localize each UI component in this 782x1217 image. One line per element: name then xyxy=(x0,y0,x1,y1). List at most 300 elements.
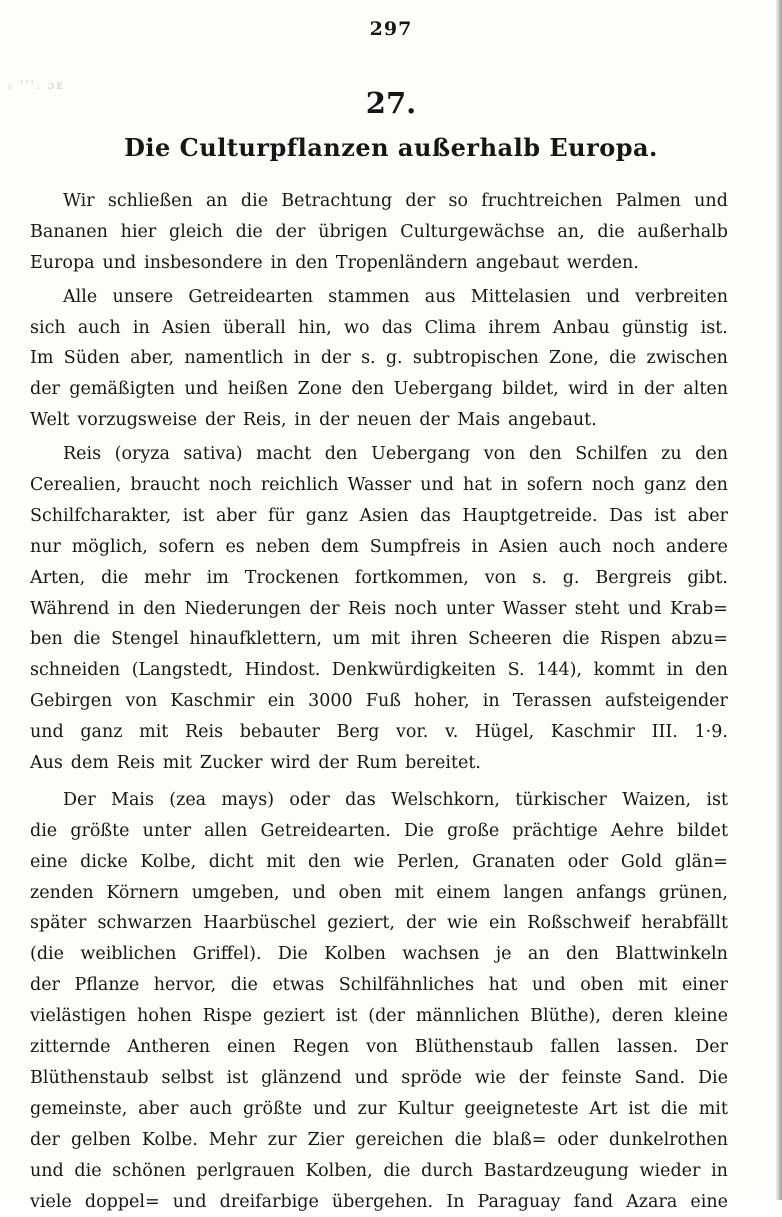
word: wie xyxy=(447,908,478,939)
word: ist xyxy=(628,1094,650,1125)
word: Wasser xyxy=(348,470,412,501)
word: Art xyxy=(589,1094,617,1125)
word: in xyxy=(270,248,287,279)
word: in xyxy=(133,313,150,344)
word: in xyxy=(483,686,500,717)
word: durch xyxy=(421,1156,473,1187)
word: sofern xyxy=(527,470,583,501)
word: Griffel). xyxy=(193,939,262,970)
word: gemäßigten xyxy=(69,374,175,405)
word: das xyxy=(345,785,376,816)
word: später xyxy=(30,908,86,939)
text-line xyxy=(30,374,728,405)
word: der xyxy=(310,594,340,625)
word: dicht xyxy=(209,847,254,878)
word: einen xyxy=(227,1032,276,1063)
word: sich xyxy=(30,313,66,344)
word: viele xyxy=(30,1187,72,1217)
chapter-number: 27. xyxy=(0,86,782,120)
word: ihrem xyxy=(488,313,540,344)
word: eine xyxy=(690,1187,728,1217)
word: Getreidearten xyxy=(188,282,313,313)
word: Gebirgen xyxy=(30,686,112,717)
word: der xyxy=(276,217,306,248)
word: männlichen xyxy=(416,1001,519,1032)
word: anfangs xyxy=(576,878,646,909)
word: wird xyxy=(270,748,310,779)
text-line xyxy=(30,1001,728,1032)
word: vielästigen xyxy=(30,1001,126,1032)
word: namentlich xyxy=(184,343,283,374)
word: dem xyxy=(71,748,109,779)
text-line xyxy=(30,908,728,939)
word: den xyxy=(695,439,728,470)
word: Trockenen xyxy=(245,563,339,594)
word: aber, xyxy=(130,343,174,374)
word: möglich, xyxy=(72,532,148,563)
word: herabfällt xyxy=(641,908,728,939)
word: ein xyxy=(268,686,295,717)
word: Sand. xyxy=(635,1063,685,1094)
word: für xyxy=(268,501,294,532)
word: größte xyxy=(70,816,129,847)
word: (oryza xyxy=(115,439,170,470)
word: Blüthenstaub xyxy=(30,1063,149,1094)
word: Terassen xyxy=(513,686,592,717)
page-number: 297 xyxy=(0,18,782,40)
word: kleine xyxy=(674,1001,728,1032)
word: auch xyxy=(559,532,602,563)
text-line xyxy=(30,1125,728,1156)
word: noch xyxy=(592,470,635,501)
text-line xyxy=(30,1187,728,1217)
word: Clima xyxy=(425,313,477,344)
word: andere xyxy=(666,532,728,563)
word: ihren xyxy=(411,624,458,655)
word: die xyxy=(74,1156,101,1187)
word: neuen xyxy=(357,405,412,436)
word: (der xyxy=(368,1001,405,1032)
word: auch xyxy=(189,1094,232,1125)
word: geziert xyxy=(263,1001,325,1032)
chapter-title: Die Culturpflanzen außerhalb Europa. xyxy=(0,133,782,162)
word: Zucker xyxy=(200,748,263,779)
word: übrigen xyxy=(318,217,387,248)
word: schönen xyxy=(112,1156,186,1187)
word: in xyxy=(711,1156,728,1187)
word: Süden xyxy=(64,343,120,374)
word: einer xyxy=(682,970,728,1001)
word: es xyxy=(225,532,244,563)
word: werden. xyxy=(567,248,639,279)
word: Bastardzeugung xyxy=(484,1156,629,1187)
word: sofern xyxy=(159,532,215,563)
word: g. xyxy=(386,343,403,374)
word: in xyxy=(501,470,518,501)
word: Blattwinkeln xyxy=(615,939,728,970)
word: den xyxy=(566,939,599,970)
word: und xyxy=(185,374,219,405)
word: ben xyxy=(30,624,63,655)
word: Pflanze xyxy=(74,970,139,1001)
word: Körnern xyxy=(106,878,179,909)
word: ein xyxy=(489,908,516,939)
word: Blüthe), xyxy=(530,1001,601,1032)
text-line xyxy=(30,439,728,470)
word: wo xyxy=(344,313,370,344)
text-line xyxy=(30,1094,728,1125)
word: Niederungen xyxy=(185,594,302,625)
text-line xyxy=(30,1063,728,1094)
word: glänzend xyxy=(261,1063,342,1094)
word: die xyxy=(609,343,636,374)
word: vorzugsweise xyxy=(77,405,197,436)
text-line xyxy=(30,624,728,655)
word: prächtige xyxy=(512,816,597,847)
word: Kolbe, xyxy=(140,847,196,878)
word: Schilfen xyxy=(575,439,647,470)
word: die xyxy=(241,186,268,217)
word: mit xyxy=(699,1094,728,1125)
word: auch xyxy=(78,313,121,344)
word: die xyxy=(383,1156,410,1187)
text-line xyxy=(30,594,728,625)
word: S. xyxy=(508,655,525,686)
text-line xyxy=(30,878,728,909)
word: 3000 xyxy=(308,686,353,717)
word: Berg xyxy=(337,717,380,748)
text-line xyxy=(30,655,728,686)
word: die xyxy=(562,624,589,655)
word: Fuß xyxy=(366,686,401,717)
word: von xyxy=(484,439,516,470)
word: günstig xyxy=(622,313,689,344)
word: und xyxy=(628,594,662,625)
word: Regen xyxy=(293,1032,349,1063)
word: hohen xyxy=(137,1001,192,1032)
word: Wir xyxy=(63,186,95,217)
word: schwarzen xyxy=(97,908,192,939)
word: oder xyxy=(568,847,608,878)
word: allen xyxy=(204,816,247,847)
word: einem xyxy=(436,878,490,909)
text-line xyxy=(30,1032,728,1063)
word: Aus xyxy=(30,748,63,779)
word: Rispen xyxy=(600,624,661,655)
word: ist xyxy=(654,501,676,532)
word: deren xyxy=(612,1001,664,1032)
word: hoher, xyxy=(414,686,469,717)
word: unsere xyxy=(112,282,173,313)
word: in xyxy=(667,655,684,686)
word: steht xyxy=(575,594,620,625)
word: zitternde xyxy=(30,1032,110,1063)
word: aus xyxy=(425,282,456,313)
word: ist xyxy=(336,1001,358,1032)
word: Stengel xyxy=(111,624,179,655)
word: fortkommen, xyxy=(355,563,469,594)
word: alten xyxy=(683,374,728,405)
word: Kolben xyxy=(324,939,386,970)
word: Welschkorn, xyxy=(391,785,500,816)
word: so xyxy=(449,186,469,217)
word: noch xyxy=(612,532,655,563)
word: insbesondere xyxy=(144,248,262,279)
word: und xyxy=(313,1094,347,1125)
word: und xyxy=(355,1063,389,1094)
word: v. xyxy=(445,717,458,748)
text-line xyxy=(30,186,728,217)
word: Der xyxy=(63,785,96,816)
word: Cerealien, xyxy=(30,470,121,501)
word: Schilfcharakter, xyxy=(30,501,171,532)
word: Welt xyxy=(30,405,70,436)
word: größte xyxy=(243,1094,302,1125)
word: wie xyxy=(475,1063,506,1094)
word: perlgrauen xyxy=(196,1156,294,1187)
word: bebauter xyxy=(240,717,320,748)
word: doppel= xyxy=(85,1187,160,1217)
word: Mais xyxy=(111,785,154,816)
word: subtropischen xyxy=(413,343,539,374)
word: mit xyxy=(638,970,667,1001)
word: ist xyxy=(227,1063,249,1094)
word: der xyxy=(644,374,674,405)
word: zenden xyxy=(30,878,94,909)
word: an, xyxy=(557,217,584,248)
word: Im xyxy=(30,343,54,374)
word: Culturgewächse xyxy=(400,217,544,248)
word: Zone xyxy=(298,374,342,405)
word: Kolben, xyxy=(306,1156,373,1187)
word: ganz xyxy=(80,717,122,748)
word: den xyxy=(529,439,562,470)
word: und xyxy=(694,186,728,217)
word: Mittelasien xyxy=(471,282,571,313)
word: Antheren xyxy=(127,1032,210,1063)
word: ist. xyxy=(701,313,728,344)
word: (die xyxy=(30,939,64,970)
word: hat xyxy=(463,470,492,501)
word: bereitet. xyxy=(405,748,481,779)
word: Reis xyxy=(63,439,101,470)
text-line xyxy=(30,847,728,878)
word: den xyxy=(351,374,384,405)
word: und xyxy=(30,1156,64,1187)
text-line xyxy=(30,313,728,344)
word: Kaschmir xyxy=(170,686,254,717)
word: und xyxy=(420,470,454,501)
word: Reis xyxy=(117,748,155,779)
word: Asien xyxy=(162,313,211,344)
word: mays) xyxy=(221,785,274,816)
word: Asien xyxy=(499,532,548,563)
word: mit xyxy=(395,878,424,909)
word: Die xyxy=(404,816,434,847)
word: Aehre xyxy=(611,816,664,847)
word: wieder xyxy=(640,1156,701,1187)
word: fruchtreichen xyxy=(481,186,602,217)
word: braucht xyxy=(130,470,199,501)
word: das xyxy=(420,501,451,532)
word: schneiden xyxy=(30,655,120,686)
word: Waizen, xyxy=(622,785,691,816)
word: Haarbüschel xyxy=(203,908,316,939)
word: der xyxy=(419,405,449,436)
word: ist xyxy=(706,785,728,816)
word: in xyxy=(294,343,311,374)
word: Uebergang xyxy=(371,439,470,470)
word: der xyxy=(205,405,235,436)
word: der xyxy=(519,1063,549,1094)
word: umgeben, xyxy=(192,878,280,909)
word: Perlen, xyxy=(397,847,460,878)
word: und xyxy=(30,717,64,748)
word: aber xyxy=(216,501,256,532)
word: wachsen xyxy=(402,939,479,970)
word: die xyxy=(231,970,258,1001)
word: unter xyxy=(446,594,494,625)
word: an xyxy=(528,939,550,970)
word: Hindost. xyxy=(245,655,320,686)
word: die xyxy=(101,563,128,594)
word: oder xyxy=(289,785,329,816)
word: Roßschweif xyxy=(527,908,630,939)
word: der xyxy=(30,1125,60,1156)
word: große xyxy=(447,816,499,847)
text-line xyxy=(30,248,728,279)
text-line xyxy=(30,748,728,779)
body-text xyxy=(30,186,728,1217)
word: Getreidearten. xyxy=(261,816,391,847)
word: heißen xyxy=(228,374,289,405)
word: Rispe xyxy=(203,1001,252,1032)
word: die xyxy=(236,217,263,248)
word: zu xyxy=(661,439,682,470)
word: neben xyxy=(256,532,310,563)
word: den xyxy=(695,655,728,686)
word: übergehen. xyxy=(332,1187,433,1217)
word: (zea xyxy=(169,785,206,816)
word: und xyxy=(586,282,620,313)
word: spröde xyxy=(401,1063,462,1094)
word: gemeinste, xyxy=(30,1094,127,1125)
text-line xyxy=(30,686,728,717)
word: in xyxy=(618,374,635,405)
word: Schilfähnliches xyxy=(339,970,474,1001)
word: Europa xyxy=(30,248,95,279)
word: Asien xyxy=(360,501,409,532)
word: sativa) xyxy=(183,439,242,470)
word: Zone, xyxy=(549,343,599,374)
word: bildet xyxy=(677,816,728,847)
word: wird xyxy=(568,374,608,405)
word: Mais xyxy=(457,405,500,436)
word: wie xyxy=(353,847,384,878)
word: stammen xyxy=(328,282,409,313)
word: Arten, xyxy=(30,563,85,594)
word: die xyxy=(73,624,100,655)
word: Kultur xyxy=(397,1094,453,1125)
word: Anbau xyxy=(553,313,610,344)
word: in xyxy=(471,532,488,563)
text-line xyxy=(30,470,728,501)
word: im xyxy=(207,563,229,594)
word: außerhalb xyxy=(637,217,728,248)
word: (Langstedt, xyxy=(132,655,234,686)
word: Der xyxy=(695,1032,728,1063)
word: der xyxy=(405,186,435,217)
word: Azara xyxy=(626,1187,677,1217)
word: mit xyxy=(139,717,168,748)
word: Uebergang xyxy=(394,374,493,405)
word: bildet, xyxy=(502,374,559,405)
word: weiblichen xyxy=(80,939,176,970)
word: gibt. xyxy=(687,563,728,594)
word: von xyxy=(126,686,158,717)
word: glän= xyxy=(675,847,728,878)
word: eine xyxy=(30,847,68,878)
word: türkischer xyxy=(515,785,607,816)
text-line xyxy=(30,939,728,970)
word: Kolbe. xyxy=(142,1125,198,1156)
word: verbreiten xyxy=(635,282,728,313)
word: den xyxy=(325,439,358,470)
text-line xyxy=(30,343,728,374)
word: reichlich xyxy=(261,470,339,501)
text-line xyxy=(30,405,728,436)
word: Die xyxy=(278,939,308,970)
word: dicke xyxy=(80,847,128,878)
word: aber xyxy=(138,1094,178,1125)
word: die xyxy=(597,217,624,248)
word: 1·9. xyxy=(695,717,728,748)
word: die xyxy=(661,1094,688,1125)
word: Bergreis xyxy=(595,563,671,594)
word: angebaut xyxy=(476,248,559,279)
word: in xyxy=(294,405,311,436)
word: blaß= xyxy=(493,1125,547,1156)
word: Alle xyxy=(63,282,97,313)
word: noch xyxy=(209,470,252,501)
word: selbst xyxy=(162,1063,214,1094)
word: je xyxy=(496,939,512,970)
word: der xyxy=(30,970,60,1001)
word: g. xyxy=(563,563,580,594)
word: Kaschmir xyxy=(551,717,635,748)
word: aber xyxy=(688,501,728,532)
word: Während xyxy=(30,594,109,625)
word: ist xyxy=(183,501,205,532)
word: in xyxy=(118,594,135,625)
word: feinste xyxy=(562,1063,622,1094)
word: den xyxy=(295,248,328,279)
word: Die xyxy=(698,1063,728,1094)
word: langen xyxy=(503,878,563,909)
word: und xyxy=(102,248,136,279)
word: Bananen xyxy=(30,217,108,248)
word: der xyxy=(319,405,349,436)
word: die xyxy=(455,1125,482,1156)
word: zwischen xyxy=(646,343,727,374)
word: Reis xyxy=(348,594,386,625)
word: der xyxy=(30,374,60,405)
word: überall xyxy=(223,313,286,344)
word: Wasser xyxy=(503,594,567,625)
word: s. xyxy=(532,563,547,594)
word: den xyxy=(695,470,728,501)
word: aufsteigender xyxy=(605,686,728,717)
